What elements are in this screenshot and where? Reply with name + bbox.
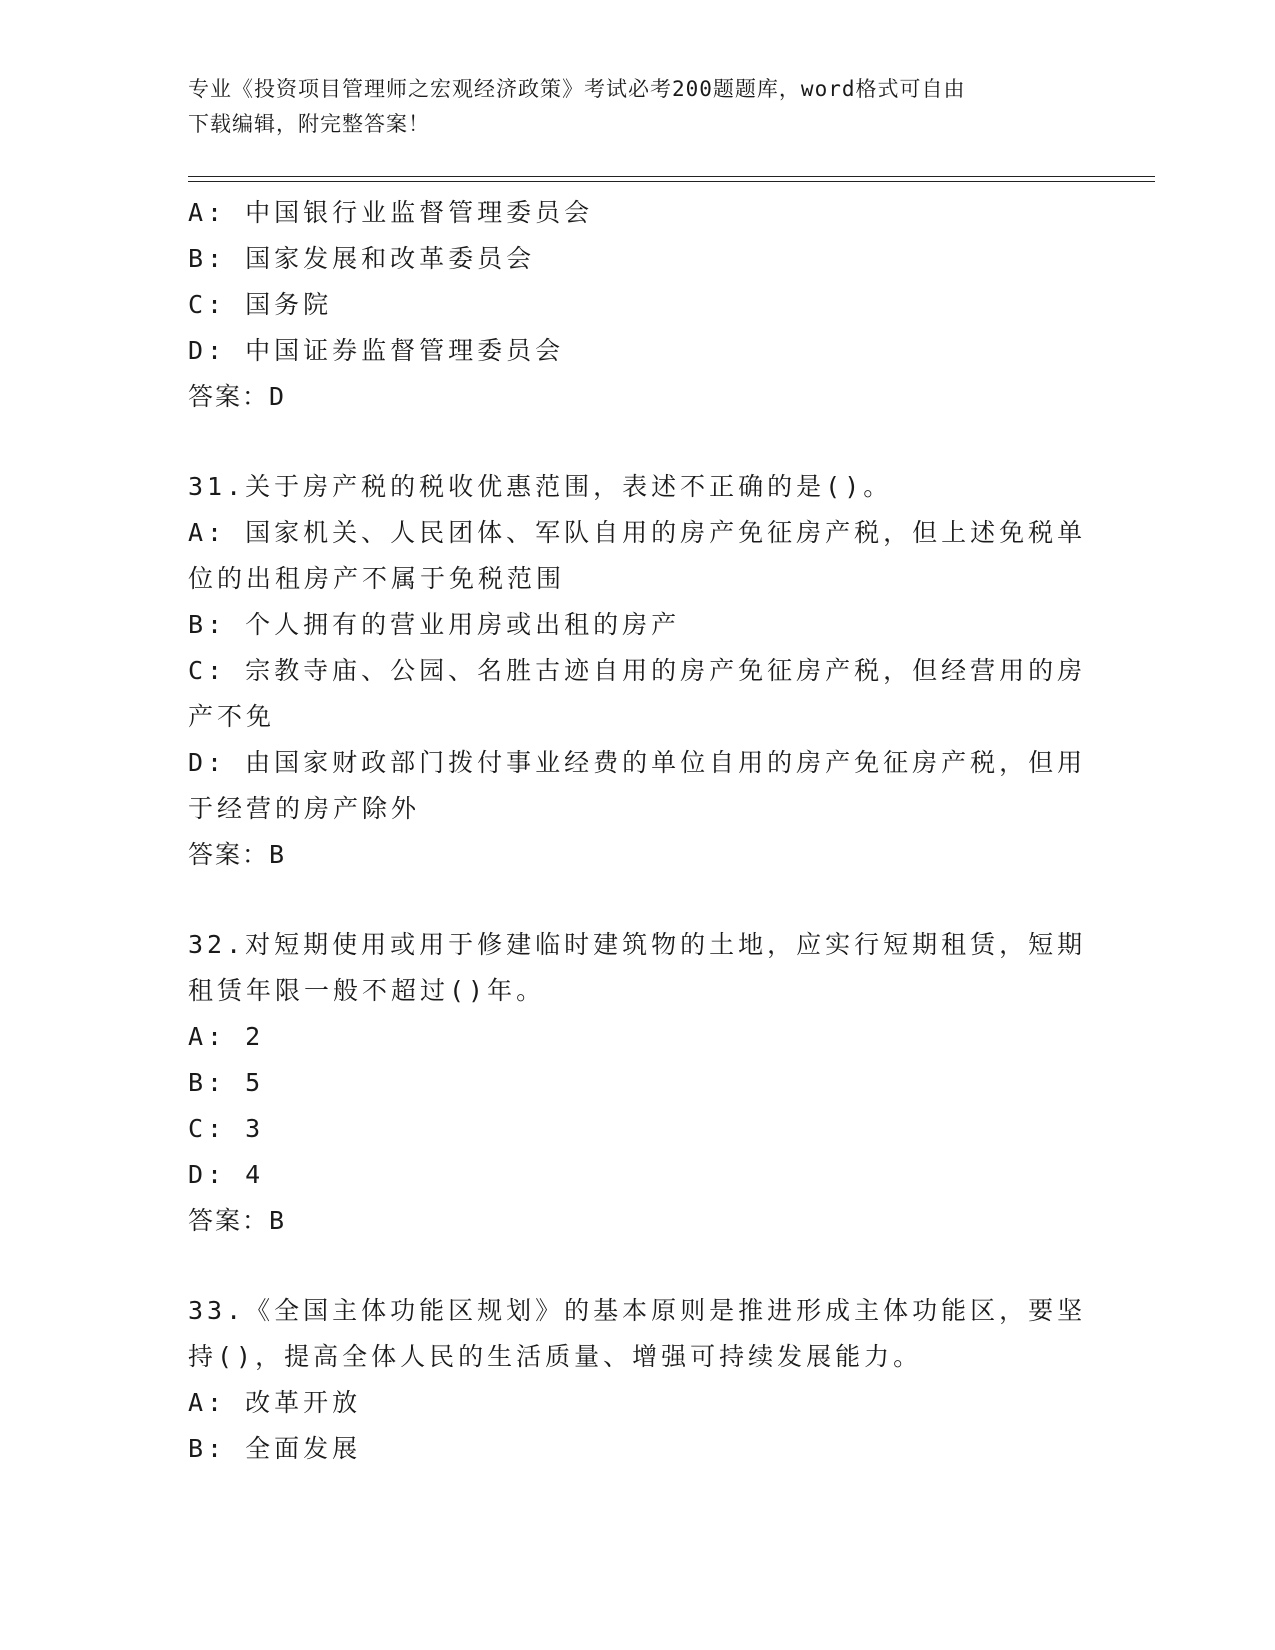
- q31-answer: 答案：B: [188, 840, 287, 869]
- q32-answer: 答案：B: [188, 1206, 287, 1235]
- header-line-1: 专业《投资项目管理师之宏观经济政策》考试必考200题题库，word格式可自由: [188, 77, 966, 101]
- q32-option-a: A: 2: [188, 1022, 265, 1051]
- question-list: [188, 190, 1088, 1472]
- q31-option-b: B: 个人拥有的营业用房或出租的房产: [188, 610, 681, 639]
- spacer: [188, 420, 1088, 464]
- question-30-block: [188, 190, 1088, 420]
- spacer: [188, 878, 1088, 922]
- q31-question: 31.关于房产税的税收优惠范围，表述不正确的是()。: [188, 472, 893, 501]
- q32-question: 32.对短期使用或用于修建临时建筑物的土地，应实行短期租赁，短期租赁年限一般不超过()年。: [188, 930, 1087, 1005]
- q32-option-c: C: 3: [188, 1114, 265, 1143]
- spacer: [188, 1244, 1088, 1288]
- header-divider-top: [188, 176, 1155, 177]
- question-32-block: [188, 922, 1088, 1244]
- header-divider-bottom: [188, 181, 1155, 182]
- question-33-block: [188, 1288, 1088, 1472]
- question-31-block: [188, 464, 1088, 878]
- q32-option-b: B: 5: [188, 1068, 265, 1097]
- q30-option-b: B: 国家发展和改革委员会: [188, 244, 536, 273]
- document-header: [188, 72, 1068, 142]
- q33-question: 33.《全国主体功能区规划》的基本原则是推进形成主体功能区，要坚持()，提高全体人民的生活质量、增强可持续发展能力。: [188, 1296, 1087, 1371]
- q31-option-c: C: 宗教寺庙、公园、名胜古迹自用的房产免征房产税，但经营用的房产不免: [188, 656, 1087, 731]
- q33-option-a: A: 改革开放: [188, 1388, 362, 1417]
- header-line-2: 下载编辑，附完整答案！: [188, 112, 430, 136]
- q32-option-d: D: 4: [188, 1160, 265, 1189]
- q31-option-a: A: 国家机关、人民团体、军队自用的房产免征房产税，但上述免税单位的出租房产不属于免税范围: [188, 518, 1087, 593]
- q31-option-d: D: 由国家财政部门拨付事业经费的单位自用的房产免征房产税，但用于经营的房产除外: [188, 748, 1087, 823]
- q30-option-a: A: 中国银行业监督管理委员会: [188, 198, 594, 227]
- q30-answer: 答案：D: [188, 382, 287, 411]
- q30-option-c: C: 国务院: [188, 290, 333, 319]
- q33-option-b: B: 全面发展: [188, 1434, 362, 1463]
- q30-option-d: D: 中国证券监督管理委员会: [188, 336, 565, 365]
